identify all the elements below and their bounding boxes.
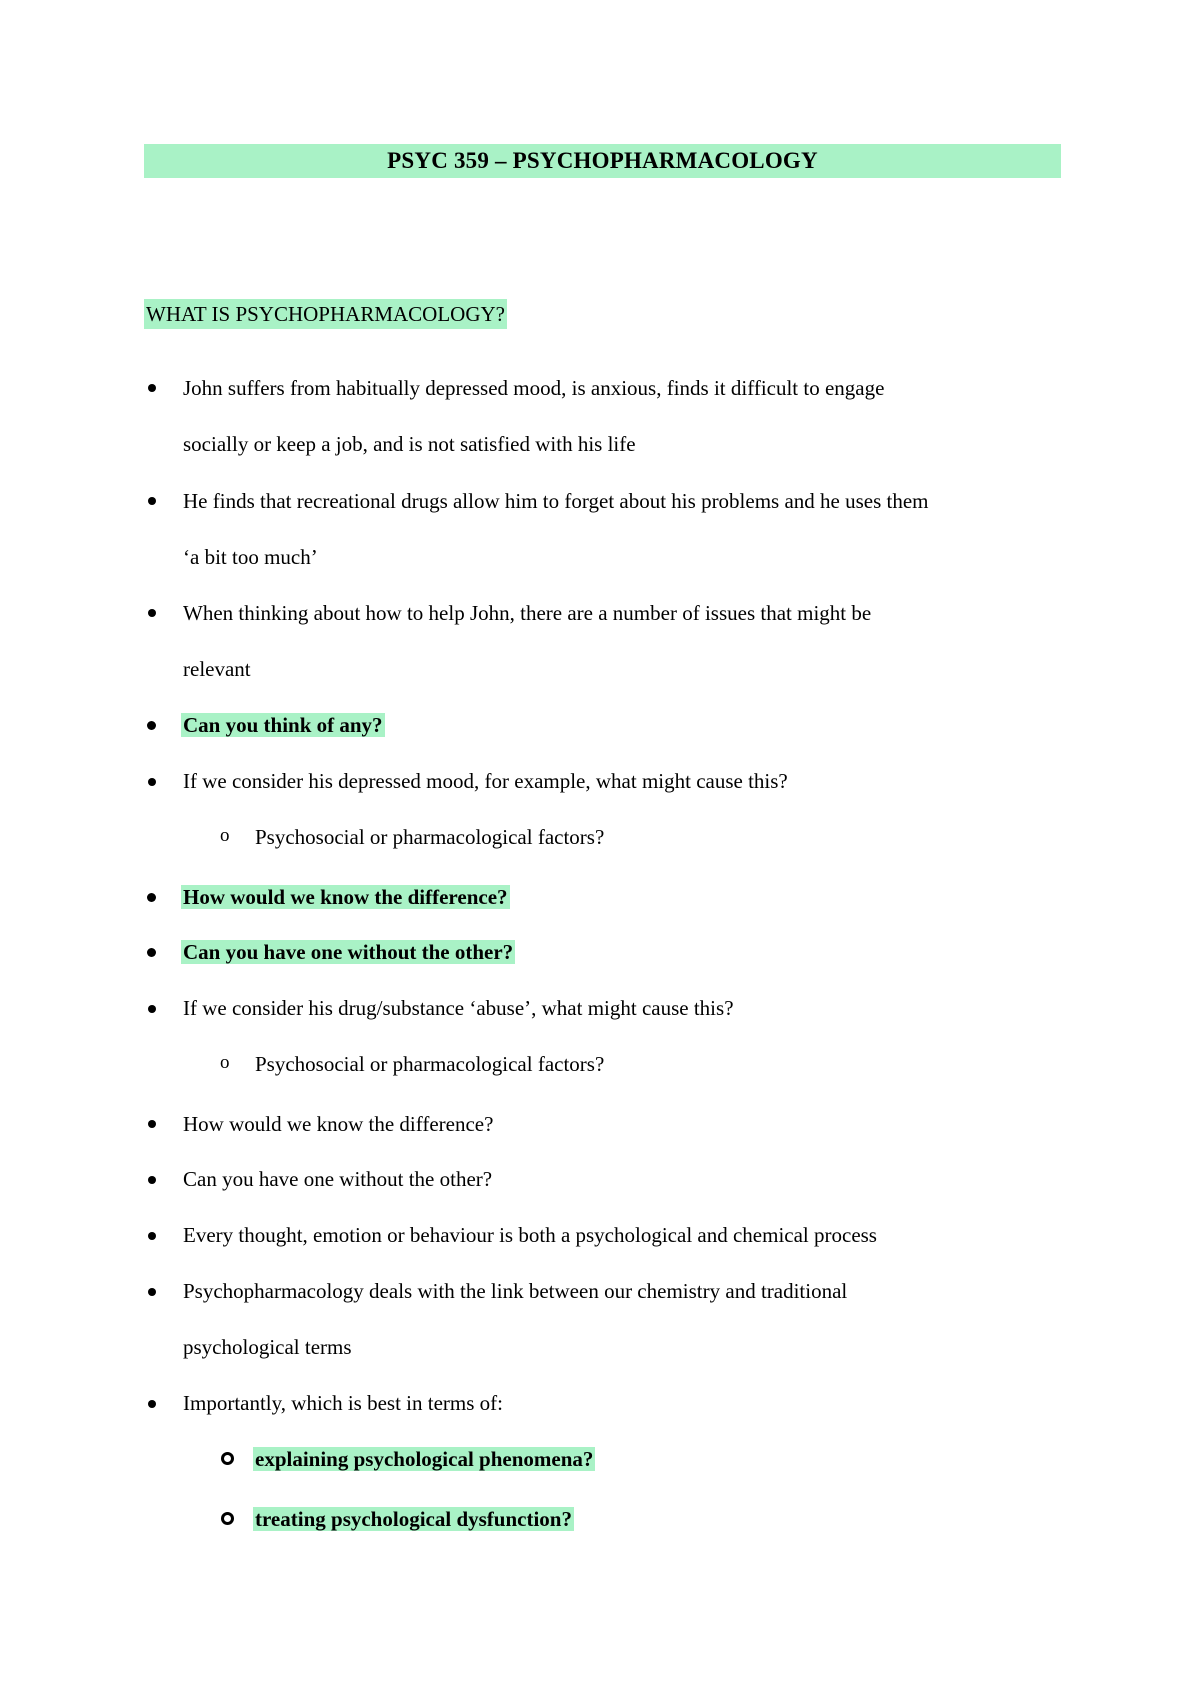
bullet-marker — [148, 1288, 156, 1296]
document-title — [144, 144, 1061, 178]
list-item-text-highlighted: Can you have one without the other? — [183, 940, 514, 964]
list-item-text-highlighted: How would we know the difference? — [183, 885, 508, 909]
list-item-text: Every thought, emotion or behaviour is both a psychological and chemical process — [183, 1223, 877, 1247]
bullet-marker — [148, 609, 156, 617]
list-item-text-continued: socially or keep a job, and is not satisfied with his life — [183, 432, 636, 456]
bullet-marker — [147, 721, 156, 730]
bullet-marker — [148, 1232, 156, 1240]
bullet-marker — [148, 497, 156, 505]
list-item-text: When thinking about how to help John, there are a number of issues that might be — [183, 601, 872, 625]
list-item-text-continued: ‘a bit too much’ — [183, 545, 318, 569]
list-item-text: Importantly, which is best in terms of: — [183, 1391, 504, 1415]
bullet-marker — [148, 778, 156, 786]
list-item-text: How would we know the difference? — [183, 1112, 494, 1136]
sub-list-item-text-highlighted: treating psychological dysfunction? — [255, 1507, 572, 1531]
bullet-marker — [148, 1005, 156, 1013]
bullet-marker — [148, 1400, 156, 1408]
bullet-marker — [147, 893, 156, 902]
list-item-text: Psychopharmacology deals with the link between our chemistry and traditional — [183, 1279, 848, 1303]
list-item-text-highlighted: Can you think of any? — [183, 713, 383, 737]
bullet-marker — [148, 1176, 156, 1184]
list-item-text: He finds that recreational drugs allow him to forget about his problems and he uses them — [183, 489, 929, 513]
sub-bullet-marker: o — [220, 825, 230, 846]
section-heading: WHAT IS PSYCHOPHARMACOLOGY? — [144, 299, 507, 329]
list-item-text-continued: psychological terms — [183, 1335, 352, 1359]
bullet-marker — [148, 1120, 156, 1128]
list-item-text-continued: relevant — [183, 657, 251, 681]
sub-bullet-ring-icon — [221, 1512, 234, 1525]
list-item-text: If we consider his drug/substance ‘abuse’, what might cause this? — [183, 996, 734, 1020]
bullet-marker — [148, 384, 156, 392]
document-title-text: PSYC 359 – PSYCHOPHARMACOLOGY — [387, 148, 818, 173]
sub-bullet-marker: o — [220, 1052, 230, 1073]
list-item-text: Can you have one without the other? — [183, 1167, 493, 1191]
list-item-text: If we consider his depressed mood, for example, what might cause this? — [183, 769, 788, 793]
sub-bullet-ring-icon — [221, 1452, 234, 1465]
sub-list-item-text-highlighted: explaining psychological phenomena? — [255, 1447, 594, 1471]
list-item-text: John suffers from habitually depressed mood, is anxious, finds it difficult to engage — [183, 376, 885, 400]
bullet-marker — [147, 948, 156, 957]
sub-list-item-text: Psychosocial or pharmacological factors? — [255, 1052, 605, 1076]
sub-list-item-text: Psychosocial or pharmacological factors? — [255, 825, 605, 849]
